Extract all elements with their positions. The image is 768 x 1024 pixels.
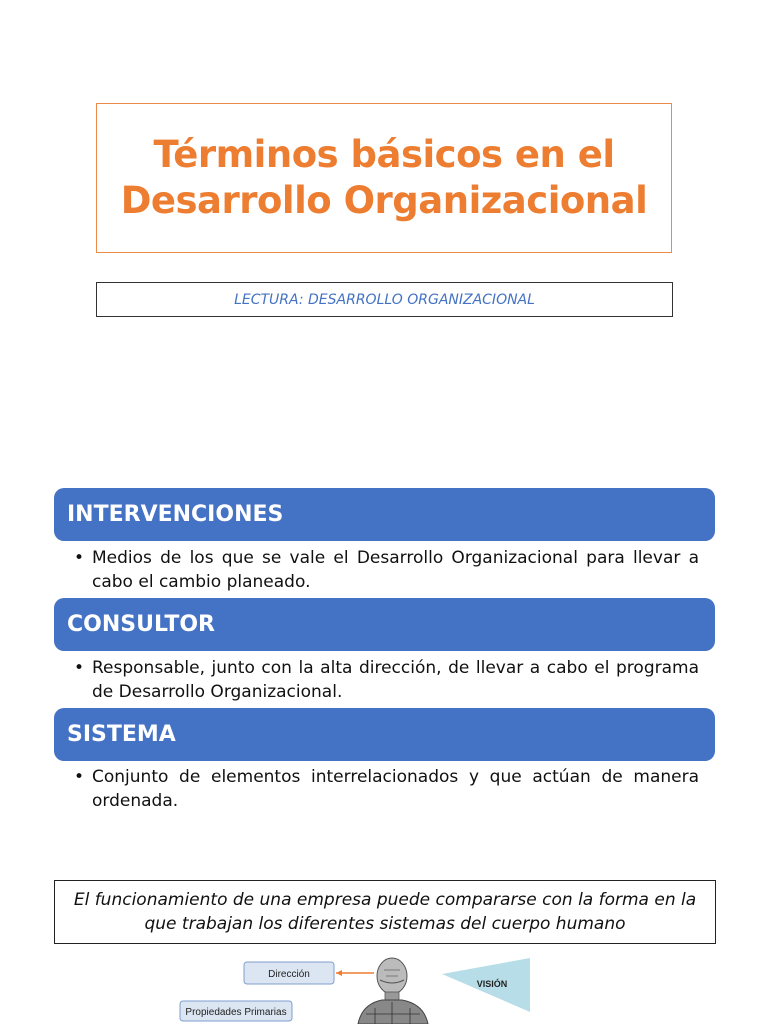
term-description-text: Medios de los que se vale el Desarrollo Organizacional para llevar a cabo el cambio planeado. [92,548,699,592]
term-description-consultor [74,656,699,704]
term-header-consultor [54,598,715,651]
body-systems-diagram [170,952,570,1024]
bullet: • [74,658,85,678]
quote-text: El funcionamiento de una empresa puede compararse con la forma en la que trabajan los diferentes sistemas del cuerpo humano [73,890,697,934]
arrow-head-icon [336,970,342,976]
term-heading: INTERVENCIONES [67,502,284,527]
term-header-sistema [54,708,715,761]
subtitle-text: LECTURA: DESARROLLO ORGANIZACIONAL [234,291,535,308]
quote-box [54,880,716,944]
bullet: • [74,548,85,568]
human-figure-icon [358,958,428,1024]
term-description-sistema [74,765,699,813]
title-box [96,103,672,253]
term-description-text: Conjunto de elementos interrelacionados y que actúan de manera ordenada. [92,767,699,811]
term-description-intervenciones [74,546,699,594]
vision-label: VISIÓN [476,979,508,989]
term-heading: CONSULTOR [67,612,215,637]
term-heading: SISTEMA [67,722,176,747]
term-description-text: Responsable, junto con la alta dirección, de llevar a cabo el programa de Desarrollo Organizacional. [92,658,699,702]
direccion-label: Dirección [268,969,310,980]
bullet: • [74,767,85,787]
subtitle-box [96,282,673,317]
term-header-intervenciones [54,488,715,541]
slide-title-line-1: Términos básicos en el [153,133,615,176]
slide-title [121,132,648,224]
slide-title-line-2: Desarrollo Organizacional [120,179,648,222]
propiedades-label: Propiedades Primarias [185,1007,287,1018]
